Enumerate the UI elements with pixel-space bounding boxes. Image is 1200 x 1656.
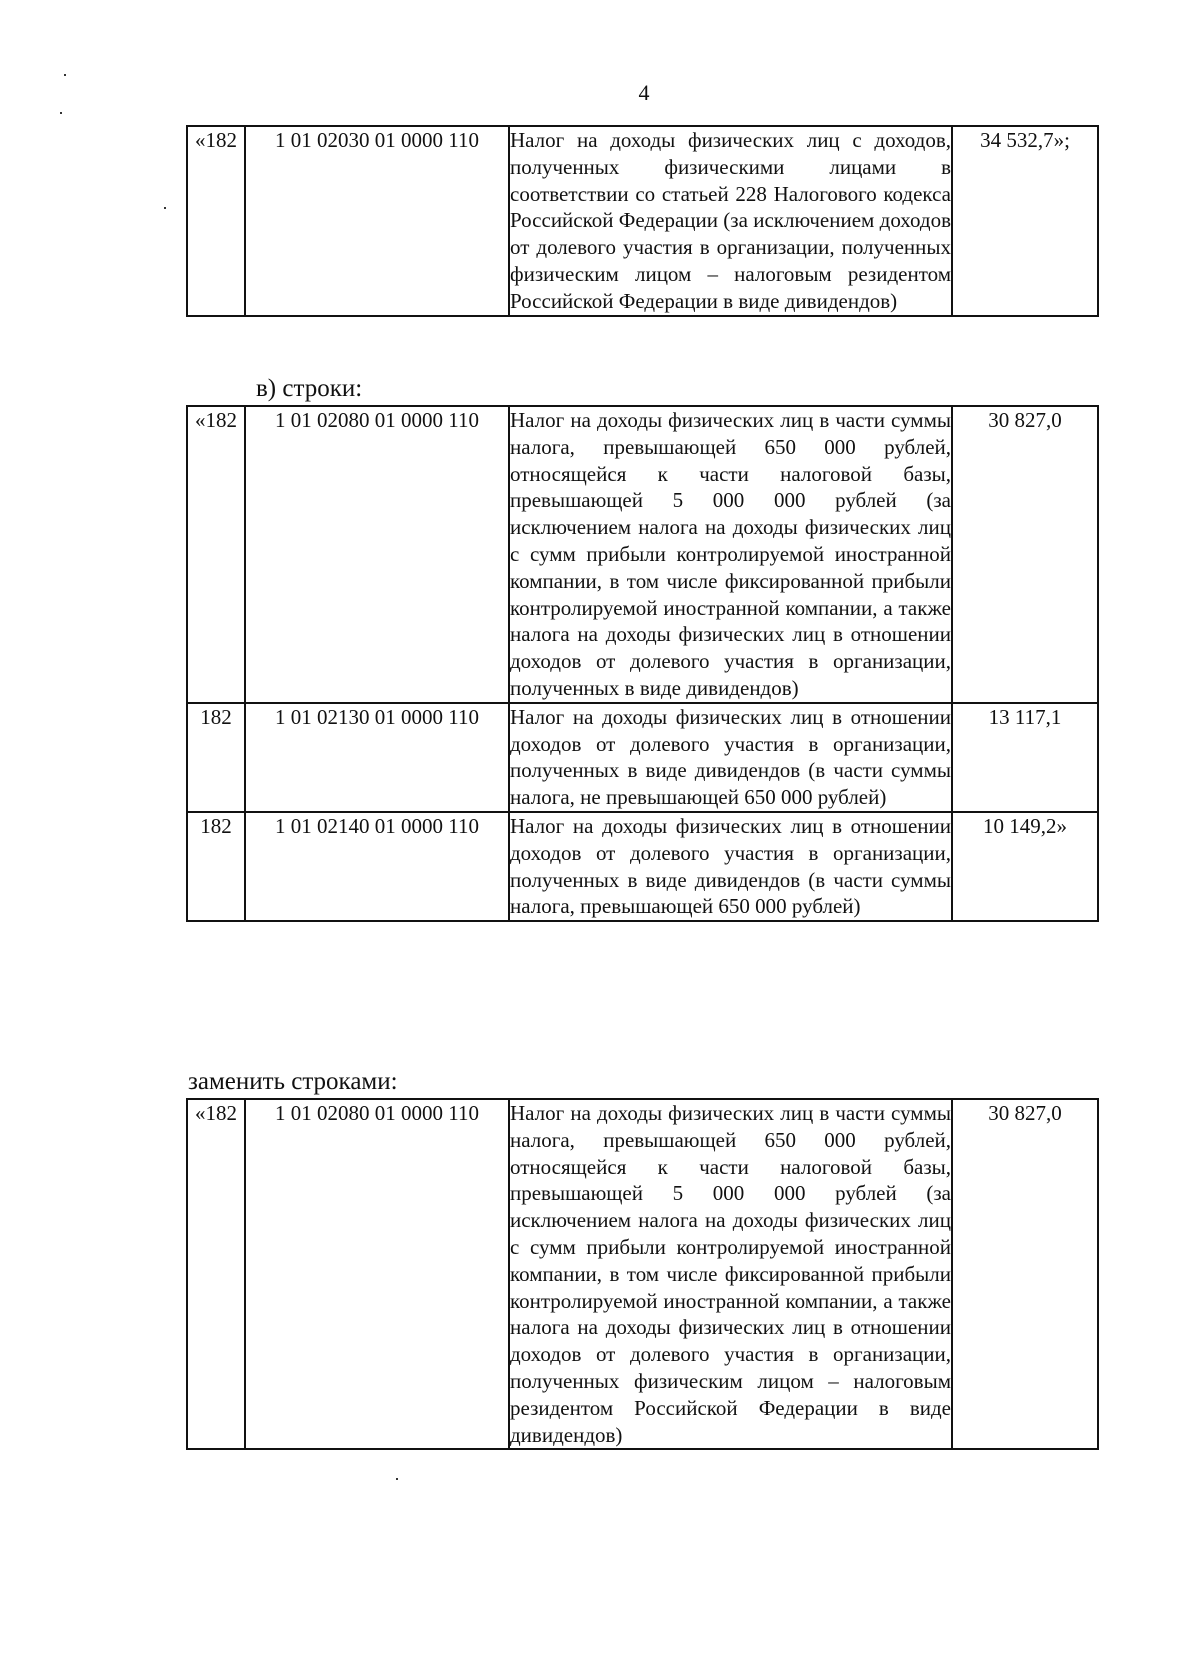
section-replace-caption: заменить строками:	[188, 1068, 398, 1095]
table-row	[187, 406, 1098, 703]
row-code: «182	[187, 126, 245, 316]
row-kbk: 1 01 02140 01 0000 110	[245, 812, 509, 921]
table-2	[186, 405, 1099, 922]
table-row	[187, 126, 1098, 316]
row-text: Налог на доходы физических лиц в части суммы налога, превышающей 650 000 рублей, относящейся к части налоговой базы, превышающей 5 000 000 рублей (за исключением налога на доходы физических лиц с сумм прибыли контролируемой иностранной компании, в том числе фиксированной прибыли контролируемой иностранной компании, а также налога на доходы физических лиц в отношении доходов от долевого участия в организации, полученных в виде дивидендов)	[509, 406, 952, 703]
page-number: 4	[638, 80, 650, 105]
section-b-caption: в) строки:	[256, 375, 363, 402]
table-1	[186, 125, 1099, 317]
row-kbk: 1 01 02080 01 0000 110	[245, 1099, 509, 1449]
row-code: 182	[187, 812, 245, 921]
row-kbk: 1 01 02080 01 0000 110	[245, 406, 509, 703]
table-row	[187, 1099, 1098, 1449]
scan-speck	[64, 74, 66, 76]
scan-speck	[396, 1478, 398, 1480]
scan-speck	[60, 112, 62, 114]
table-3	[186, 1098, 1099, 1450]
row-text: Налог на доходы физических лиц в отношении доходов от долевого участия в организации, полученных в виде дивидендов (в части суммы налога, не превышающей 650 000 рублей)	[509, 703, 952, 812]
row-amount: 30 827,0	[952, 1099, 1098, 1449]
row-amount: 10 149,2»	[952, 812, 1098, 921]
row-text: Налог на доходы физических лиц в части суммы налога, превышающей 650 000 рублей, относящейся к части налоговой базы, превышающей 5 000 000 рублей (за исключением налога на доходы физических лиц с сумм прибыли контролируемой иностранной компании, в том числе фиксированной прибыли контролируемой иностранной компании, а также налога на доходы физических лиц в отношении доходов от долевого участия в организации, полученных физическим лицом – налоговым резидентом Российской Федерации в виде дивидендов)	[509, 1099, 952, 1449]
table-row	[187, 703, 1098, 812]
row-amount: 34 532,7»;	[952, 126, 1098, 316]
row-code: «182	[187, 406, 245, 703]
row-amount: 13 117,1	[952, 703, 1098, 812]
row-code: 182	[187, 703, 245, 812]
row-kbk: 1 01 02130 01 0000 110	[245, 703, 509, 812]
row-text: Налог на доходы физических лиц в отношении доходов от долевого участия в организации, полученных в виде дивидендов (в части суммы налога, превышающей 650 000 рублей)	[509, 812, 952, 921]
row-code: «182	[187, 1099, 245, 1449]
row-amount: 30 827,0	[952, 406, 1098, 703]
scan-speck	[164, 207, 166, 209]
row-text: Налог на доходы физических лиц с доходов, полученных физическими лицами в соответствии со статьей 228 Налогового кодекса Российской Федерации (за исключением доходов от долевого участия в организации, полученных физическим лицом – налоговым резидентом Российской Федерации в виде дивидендов)	[509, 126, 952, 316]
row-kbk: 1 01 02030 01 0000 110	[245, 126, 509, 316]
table-row	[187, 812, 1098, 921]
